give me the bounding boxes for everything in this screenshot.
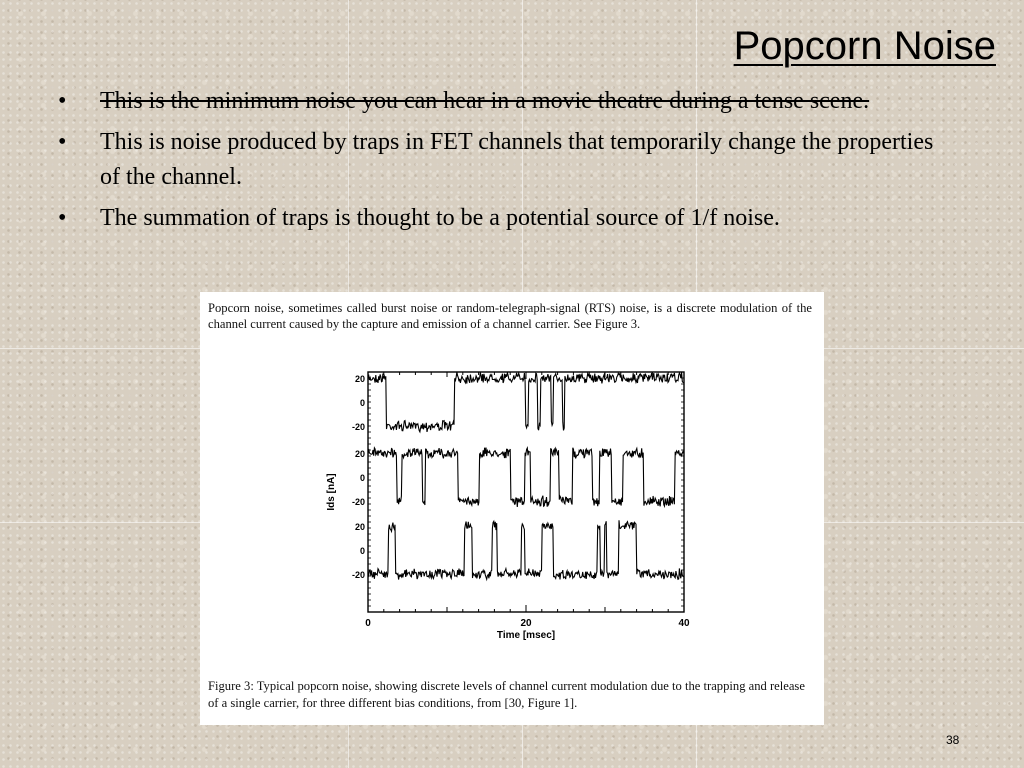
x-tick-label: 20 xyxy=(520,618,532,629)
bullet-text: The summation of traps is thought to be a potential source of 1/f noise. xyxy=(100,205,780,231)
rts-trace-line xyxy=(368,520,684,579)
y-tick-label: -20 xyxy=(351,422,365,432)
rts-noise-chart xyxy=(200,292,824,725)
y-axis-label: Ids [nA] xyxy=(326,473,337,511)
page-number: 38 xyxy=(946,733,960,747)
slide-title: Popcorn Noise xyxy=(733,24,996,68)
bullet-dot: • xyxy=(58,205,67,231)
y-tick-label: 20 xyxy=(354,449,365,459)
y-tick-label: 0 xyxy=(359,473,365,483)
x-axis-label: Time [msec] xyxy=(496,630,556,641)
bullet-item xyxy=(58,84,938,119)
figure-image xyxy=(200,292,824,725)
figure-caption: Figure 3: Typical popcorn noise, showing discrete levels of channel current modulation due to the trapping and release of a single carrier, for three different bias conditions, from [30, Figure 1]. xyxy=(208,679,805,710)
y-tick-label: -20 xyxy=(351,570,365,580)
rts-trace-line xyxy=(368,372,684,432)
y-tick-label: 0 xyxy=(359,546,365,556)
bullet-item xyxy=(58,201,938,236)
bullet-item xyxy=(58,125,938,195)
bullet-dot: • xyxy=(58,129,67,155)
bullet-dot: • xyxy=(58,88,67,114)
bullet-text: This is the minimum noise you can hear in a movie theatre during a tense scene. xyxy=(100,88,870,114)
rts-trace-line xyxy=(368,448,684,507)
y-tick-label: 0 xyxy=(359,398,365,408)
bullet-list xyxy=(58,84,938,242)
bullet-text: This is noise produced by traps in FET channels that temporarily change the properties of the channel. xyxy=(100,129,934,190)
y-tick-label: 20 xyxy=(354,374,365,384)
figure-intro-text: Popcorn noise, sometimes called burst noise or random-telegraph-signal (RTS) noise, is a discrete modulation of the channel current caused by the capture and emission of a channel carrier. See Figure 3. xyxy=(208,301,812,331)
x-tick-label: 40 xyxy=(678,618,690,629)
y-tick-label: 20 xyxy=(354,522,365,532)
y-tick-label: -20 xyxy=(351,497,365,507)
x-tick-label: 0 xyxy=(365,618,371,629)
